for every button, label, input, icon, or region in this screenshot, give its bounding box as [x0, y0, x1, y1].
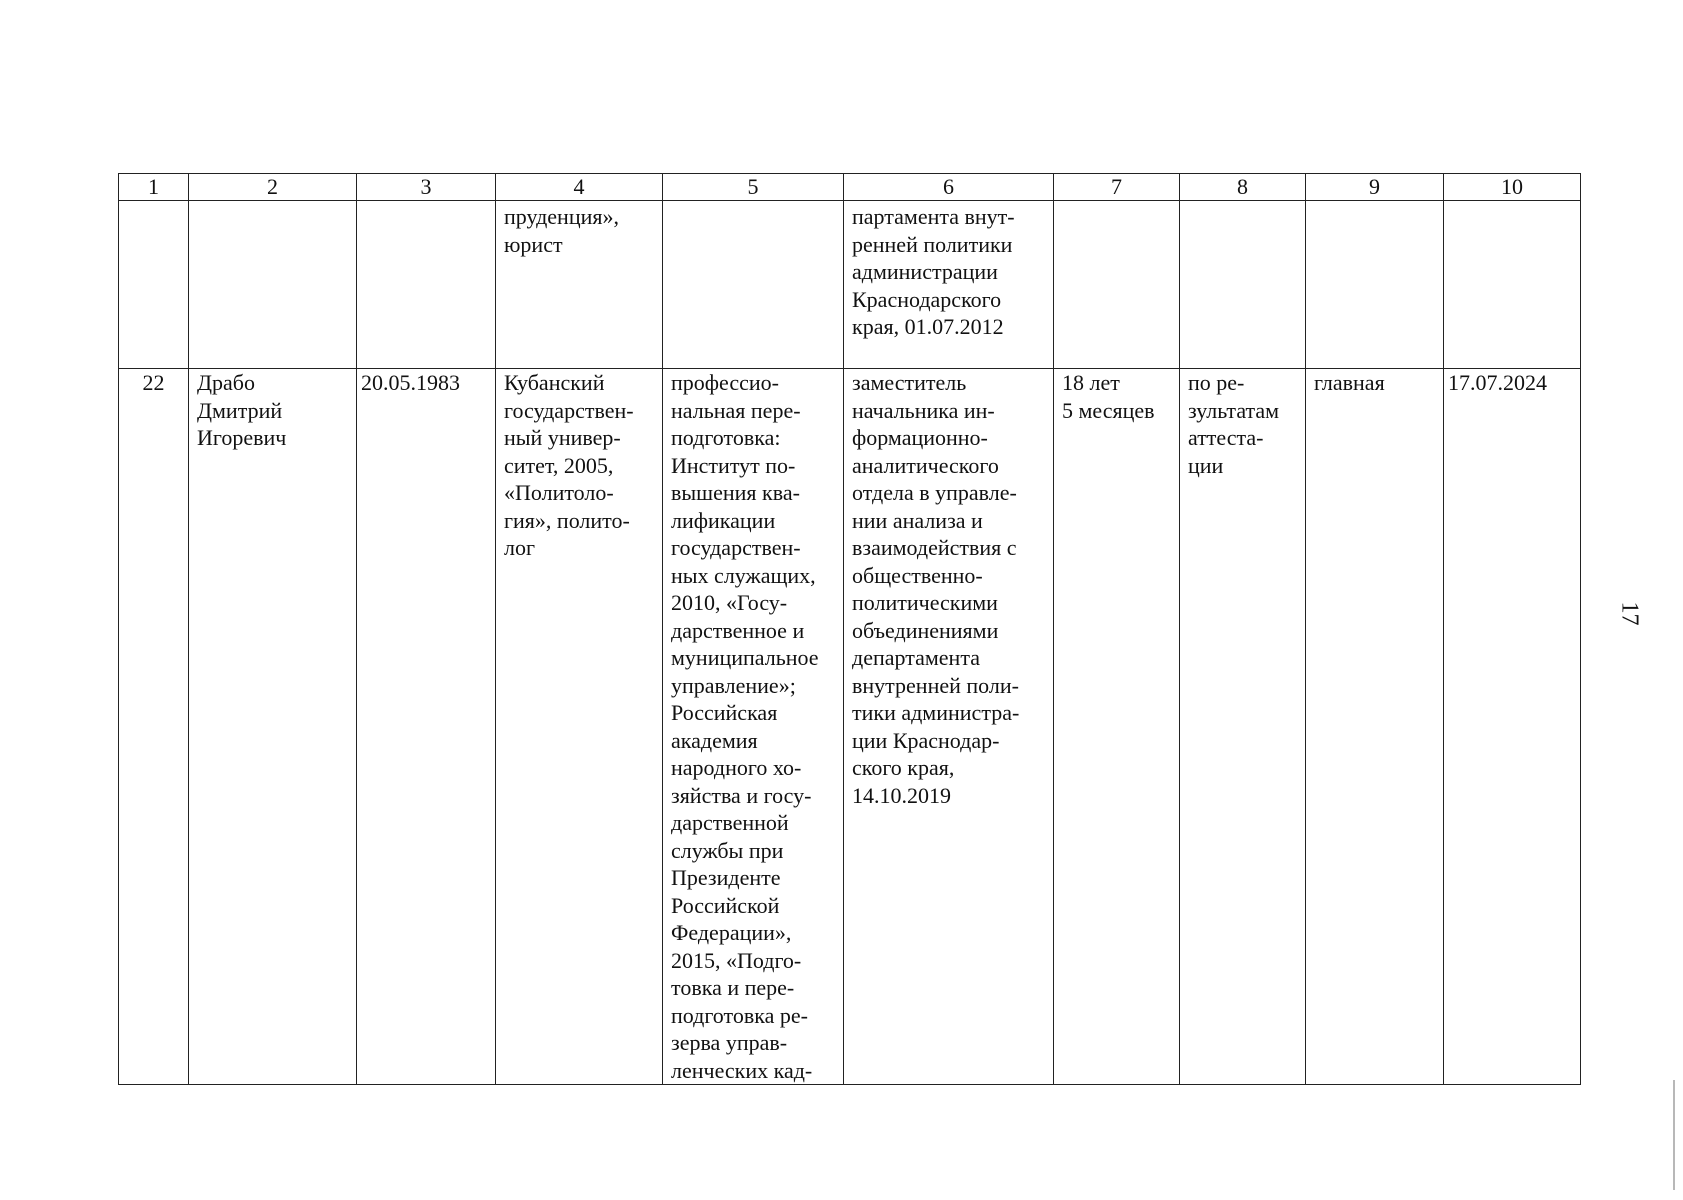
table-cell — [1444, 201, 1581, 369]
education-cell: Кубанский государствен- ный универ- ситет, 2005, «Политоло- гия», полито- лог — [496, 369, 663, 1085]
column-header: 8 — [1180, 174, 1306, 201]
education-cell: пруденция», юрист — [496, 201, 663, 369]
column-header: 7 — [1054, 174, 1180, 201]
table-cell — [1054, 201, 1180, 369]
column-header: 4 — [496, 174, 663, 201]
additional-education-cell: профессио- нальная пере- подготовка: Институт по- вышения ква- лификации государствен- ных служащих, 2010, «Госу- дарственное и муниципальное управление»; Российская академия народного хо- зяйства и госу- дарственной службы при Президенте Российской Федерации», 2015, «Подго- товка и пере- подготовка ре- зерва управ- ленческих кад- — [663, 369, 844, 1085]
position-cell: партамента внут- ренней политики администрации Краснодарского края, 01.07.2012 — [844, 201, 1054, 369]
column-header: 3 — [357, 174, 496, 201]
table-row — [119, 369, 1581, 1085]
full-name-cell: Драбо Дмитрий Игоревич — [189, 369, 357, 1085]
birth-date-cell: 20.05.1983 — [357, 369, 496, 1085]
column-header: 6 — [844, 174, 1054, 201]
row-number-cell: 22 — [119, 369, 189, 1085]
table-cell — [357, 201, 496, 369]
column-number-row — [119, 174, 1581, 201]
table-cell — [1306, 201, 1444, 369]
table-cell — [1180, 201, 1306, 369]
table-cell — [663, 201, 844, 369]
column-header: 5 — [663, 174, 844, 201]
table-cell — [119, 201, 189, 369]
group-cell: главная — [1306, 369, 1444, 1085]
basis-cell: по ре- зультатам аттеста- ции — [1180, 369, 1306, 1085]
column-header: 9 — [1306, 174, 1444, 201]
personnel-table — [118, 173, 1581, 1085]
page-number: 17 — [1616, 601, 1643, 626]
experience-cell: 18 лет 5 месяцев — [1054, 369, 1180, 1085]
scan-edge-mark — [1673, 1080, 1675, 1190]
column-header: 1 — [119, 174, 189, 201]
position-cell: заместитель начальника ин- формационно- аналитического отдела в управле- нии анализа и взаимодействия с общественно- политическими объединениями департамента внутренней поли- тики администра- ции Краснодар- ского края, 14.10.2019 — [844, 369, 1054, 1085]
column-header: 10 — [1444, 174, 1581, 201]
table-cell — [189, 201, 357, 369]
inclusion-date-cell: 17.07.2024 — [1444, 369, 1581, 1085]
column-header: 2 — [189, 174, 357, 201]
continuation-row — [119, 201, 1581, 369]
